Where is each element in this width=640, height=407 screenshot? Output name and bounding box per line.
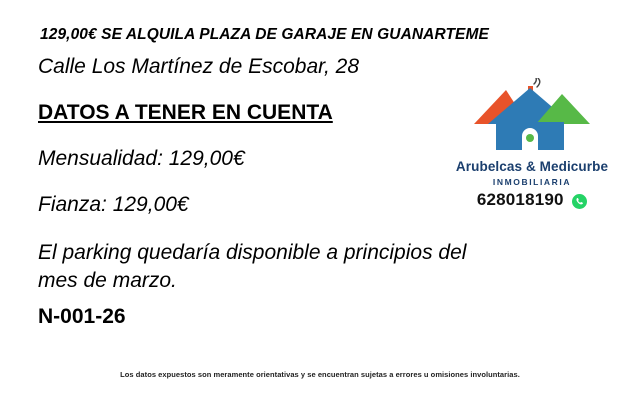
whatsapp-icon[interactable] (572, 194, 587, 209)
phone-number[interactable]: 628018190 (476, 189, 564, 209)
availability-paragraph: El parking quedaría disponible a principios del mes de marzo. (38, 241, 467, 293)
company-name: Arubelcas & Medicurbe (455, 159, 609, 174)
reference-code: N-001-26 (38, 304, 126, 328)
property-address: Calle Los Martínez de Escobar, 28 (38, 55, 360, 79)
disclaimer-text: Los datos expuestos son meramente orientativas y se encuentran sujetas a errores u omisiones involuntarias. (120, 370, 520, 379)
house-logo-icon (466, 78, 598, 156)
deposit-line: Fianza: 129,00€ (38, 193, 189, 217)
company-subtitle: INMOBILIARIA (492, 176, 572, 187)
monthly-rent-line: Mensualidad: 129,00€ (38, 147, 245, 171)
section-title: DATOS A TENER EN CUENTA (38, 101, 333, 125)
headline: 129,00€ SE ALQUILA PLAZA DE GARAJE EN GUANARTEME (40, 26, 489, 43)
contact-row (442, 190, 622, 212)
company-logo-block (442, 78, 622, 212)
